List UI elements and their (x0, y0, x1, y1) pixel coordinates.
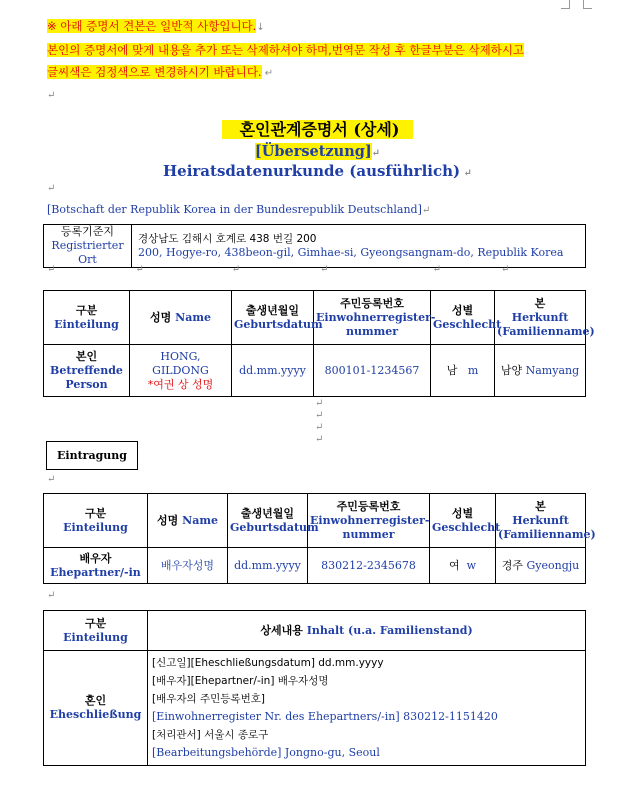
registry-address-cell: 경상남도 김해시 호계로 438 번길 200 200, Hogye-ro, 438beon-gil, Gimhae-si, Gyeongsangnam-do, Republik Korea (132, 225, 586, 268)
detail-table (43, 610, 586, 766)
detail-kind-cell: 혼인 Eheschließung (44, 651, 148, 766)
person-data-row (44, 345, 586, 397)
paragraph-marks-column: ↵ ↵ ↵ ↵ (315, 398, 324, 445)
spouse-id-cell: 830212-2345678 (308, 548, 430, 584)
embassy-line: [Botschaft der Republik Korea in der Bundesrepublik Deutschland]↵ (47, 203, 431, 216)
title-korean: 혼인관계증명서 (상세) (222, 120, 414, 139)
registry-label-cell: 등록기준지 Registrierter Ort (44, 225, 132, 268)
detail-line: [Bearbeitungsbehörde] Jongno-gu, Seoul (152, 746, 380, 759)
person-origin-cell: 남양 Namyang (495, 345, 586, 397)
notice-line-3: 글씨색은 검정색으로 변경하시기 바랍니다. (47, 65, 262, 79)
person-birth-cell: dd.mm.yyyy (232, 345, 314, 397)
spouse-birth-cell: dd.mm.yyyy (228, 548, 308, 584)
paragraph-mark: ↵ (47, 90, 56, 101)
person-sex-cell: 남 m (431, 345, 495, 397)
document-title (0, 117, 635, 140)
title-german: Heiratsdatenurkunde (ausführlich) (162, 162, 461, 180)
paragraph-mark: ↵ (47, 183, 56, 194)
spouse-name-cell: 배우자성명 (148, 548, 228, 584)
detail-header-row: 구분 Einteilung 상세내용 Inhalt (u.a. Familienstand) (44, 611, 586, 651)
notice-line-1: ※ 아래 증명서 견본은 일반적 사항입니다. (47, 19, 257, 33)
embassy-name: [Botschaft der Republik Korea in der Bundesrepublik Deutschland] (47, 203, 422, 216)
detail-line: [Einwohnerregister Nr. des Ehepartners/-in] 830212-1151420 (152, 710, 498, 723)
person-kind-cell: 본인 Betreffende Person (44, 345, 130, 397)
spouse-kind-cell: 배우자 Ehepartner/-in (44, 548, 148, 584)
detail-line: [배우자의 주민등록번호] (152, 693, 265, 705)
person-header-row: 구분 Einteilung 성명 Name 출생년월일 Geburtsdatum 주민등록번호 Einwohnerregister-nummer 성별 Geschlecht 본 Herkunft (Familienname) (44, 291, 586, 345)
translation-tag-line: [Übersetzung]↵ (254, 143, 381, 160)
detail-content-cell (148, 651, 586, 766)
spouse-table (43, 493, 596, 584)
detail-line: [배우자][Ehepartner/-in] 배우자성명 (152, 675, 329, 687)
detail-line: [처리관서] 서울시 종로구 (152, 729, 269, 741)
translation-tag: [Übersetzung] (254, 143, 372, 160)
title-german-line: Heiratsdatenurkunde (ausführlich) ↵ (162, 162, 472, 180)
paragraph-mark: ↵ (47, 590, 56, 601)
notice-line-2: 본인의 증명서에 맞게 내용을 추가 또는 삭제하셔야 하며,번역문 작성 후 한글부분은 삭제하시고 (47, 43, 525, 57)
detail-data-row (44, 651, 586, 766)
notice-block: ※ 아래 증명서 견본은 일반적 사항입니다.↓ 본인의 증명서에 맞게 내용을 추가 또는 삭제하셔야 하며,번역문 작성 후 한글부분은 삭제하시고 글씨색은 검정색으로 변경하시기 바랍니다. ↵ (47, 19, 525, 79)
person-name-cell: HONG, GILDONG *여권 상 성명 (130, 345, 232, 397)
page-corner-mark (561, 0, 570, 9)
person-id-cell: 800101-1234567 (314, 345, 431, 397)
paragraph-mark: ↵ (47, 474, 56, 485)
detail-line: [신고일][Eheschließungsdatum] dd.mm.yyyy (152, 657, 384, 669)
page-corner-mark (583, 0, 592, 9)
spouse-header-row: 구분 Einteilung 성명 Name 출생년월일 Geburtsdatum 주민등록번호 Einwohnerregister-nummer 성별 Geschlecht 본 Herkunft (Familienname) (44, 494, 586, 548)
spouse-origin-cell: 경주 Gyeongju (496, 548, 586, 584)
paragraph-marks-row: ↵ ↵ ↵ ↵ ↵ ↵ (47, 264, 510, 275)
spouse-data-row (44, 548, 586, 584)
eintragung-box (46, 441, 138, 470)
eintragung-label: Eintragung (47, 442, 138, 470)
spouse-sex-cell: 여 w (430, 548, 496, 584)
person-table (43, 290, 595, 397)
registry-table (43, 224, 586, 268)
